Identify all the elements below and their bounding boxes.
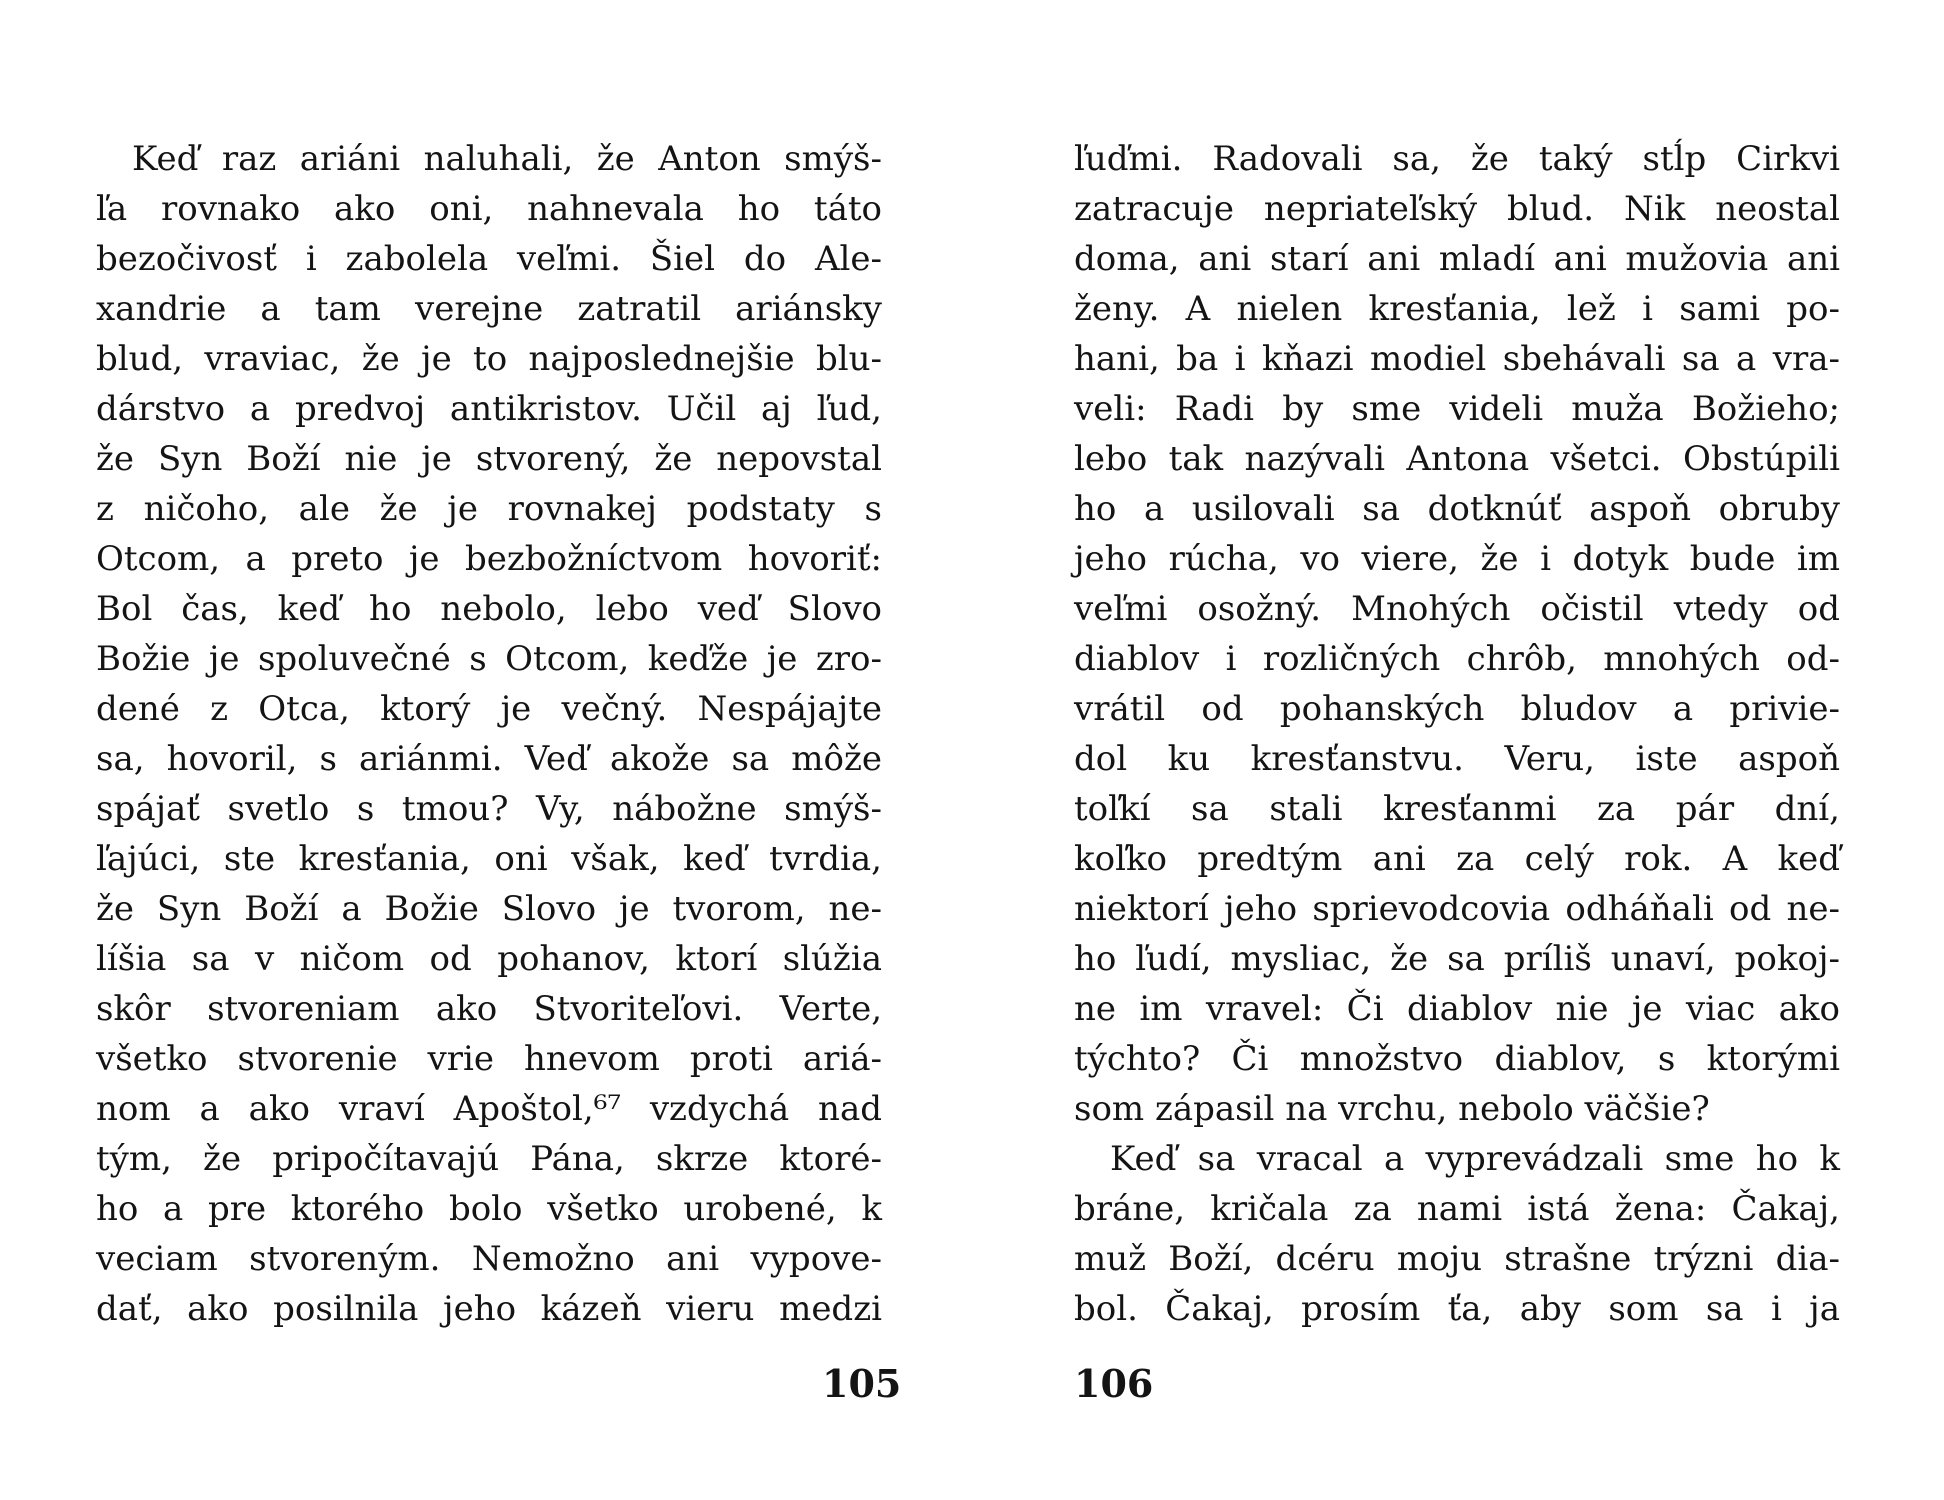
text-line: xandrie a tam verejne zatratil ariánsky	[96, 289, 882, 329]
text-line: bráne, kričala za nami istá žena: Čakaj,	[1074, 1189, 1840, 1229]
text-line: muž Boží, dcéru moju strašne trýzni dia-	[1074, 1239, 1840, 1279]
text-line: ľajúci, ste kresťania, oni však, keď tvrdia,	[96, 839, 882, 879]
text-line: Božie je spoluvečné s Otcom, keďže je zro-	[96, 639, 882, 679]
text-line: bol. Čakaj, prosím ťa, aby som sa i ja	[1074, 1289, 1840, 1329]
text-line: týchto? Či množstvo diablov, s ktorými	[1074, 1039, 1840, 1079]
text-line: Keď raz ariáni naluhali, že Anton smýš-	[132, 139, 882, 179]
text-line: dárstvo a predvoj antikristov. Učil aj ľud,	[96, 389, 882, 429]
page-number: 106	[1074, 1361, 1154, 1406]
text-line: z ničoho, ale že je rovnakej podstaty s	[96, 489, 882, 529]
text-line: lebo tak nazývali Antona všetci. Obstúpili	[1074, 439, 1840, 479]
text-line: nom a ako vraví Apoštol,⁶⁷ vzdychá nad	[96, 1089, 882, 1129]
text-line: blud, vraviac, že je to najposlednejšie blu-	[96, 339, 882, 379]
text-line: veciam stvoreným. Nemožno ani vypove-	[96, 1239, 882, 1279]
text-line: skôr stvoreniam ako Stvoriteľovi. Verte,	[96, 989, 882, 1029]
text-line: toľkí sa stali kresťanmi za pár dní,	[1074, 789, 1840, 829]
text-line: že Syn Boží nie je stvorený, že nepovstal	[96, 439, 882, 479]
text-line: Otcom, a preto je bezbožníctvom hovoriť:	[96, 539, 882, 579]
text-line: ne im vravel: Či diablov nie je viac ako	[1074, 989, 1840, 1029]
text-line: hani, ba i kňazi modiel sbehávali sa a vra-	[1074, 339, 1840, 379]
text-line: tým, že pripočítavajú Pána, skrze ktoré-	[96, 1139, 882, 1179]
text-line: bezočivosť i zabolela veľmi. Šiel do Ale-	[96, 239, 882, 279]
text-line: Keď sa vracal a vyprevádzali sme ho k	[1110, 1139, 1840, 1179]
text-line: ľa rovnako ako oni, nahnevala ho táto	[96, 189, 882, 229]
text-line: zatracuje nepriateľský blud. Nik neostal	[1074, 189, 1840, 229]
text-line: ľuďmi. Radovali sa, že taký stĺp Cirkvi	[1074, 139, 1840, 179]
text-line: veli: Radi by sme videli muža Božieho;	[1074, 389, 1840, 429]
text-line: doma, ani starí ani mladí ani mužovia ani	[1074, 239, 1840, 279]
text-line: ho a pre ktorého bolo všetko urobené, k	[96, 1189, 882, 1229]
text-line: niektorí jeho sprievodcovia odháňali od ne-	[1074, 889, 1840, 929]
text-line: ženy. A nielen kresťania, lež i sami po-	[1074, 289, 1840, 329]
text-line: dol ku kresťanstvu. Veru, iste aspoň	[1074, 739, 1840, 779]
text-line: spájať svetlo s tmou? Vy, nábožne smýš-	[96, 789, 882, 829]
text-line: vrátil od pohanských bludov a privie-	[1074, 689, 1840, 729]
text-line: dené z Otca, ktorý je večný. Nespájajte	[96, 689, 882, 729]
text-line: som zápasil na vrchu, nebolo väčšie?	[1074, 1089, 1710, 1129]
text-line: dať, ako posilnila jeho kázeň vieru medzi	[96, 1289, 882, 1329]
right-page	[972, 0, 1944, 1500]
text-line: Bol čas, keď ho nebolo, lebo veď Slovo	[96, 589, 882, 629]
text-line: jeho rúcha, vo viere, že i dotyk bude im	[1074, 539, 1840, 579]
text-line: ho ľudí, mysliac, že sa príliš unaví, pokoj-	[1074, 939, 1840, 979]
text-line: sa, hovoril, s ariánmi. Veď akože sa môže	[96, 739, 882, 779]
text-line: že Syn Boží a Božie Slovo je tvorom, ne-	[96, 889, 882, 929]
page-number: 105	[822, 1361, 902, 1406]
text-line: veľmi osožný. Mnohých očistil vtedy od	[1074, 589, 1840, 629]
text-line: koľko predtým ani za celý rok. A keď	[1074, 839, 1840, 879]
text-line: ho a usilovali sa dotknúť aspoň obruby	[1074, 489, 1840, 529]
text-line: diablov i rozličných chrôb, mnohých od-	[1074, 639, 1840, 679]
left-page-text	[96, 134, 882, 1334]
right-page-text	[1074, 134, 1840, 1334]
text-line: líšia sa v ničom od pohanov, ktorí slúžia	[96, 939, 882, 979]
text-line: všetko stvorenie vrie hnevom proti ariá-	[96, 1039, 882, 1079]
